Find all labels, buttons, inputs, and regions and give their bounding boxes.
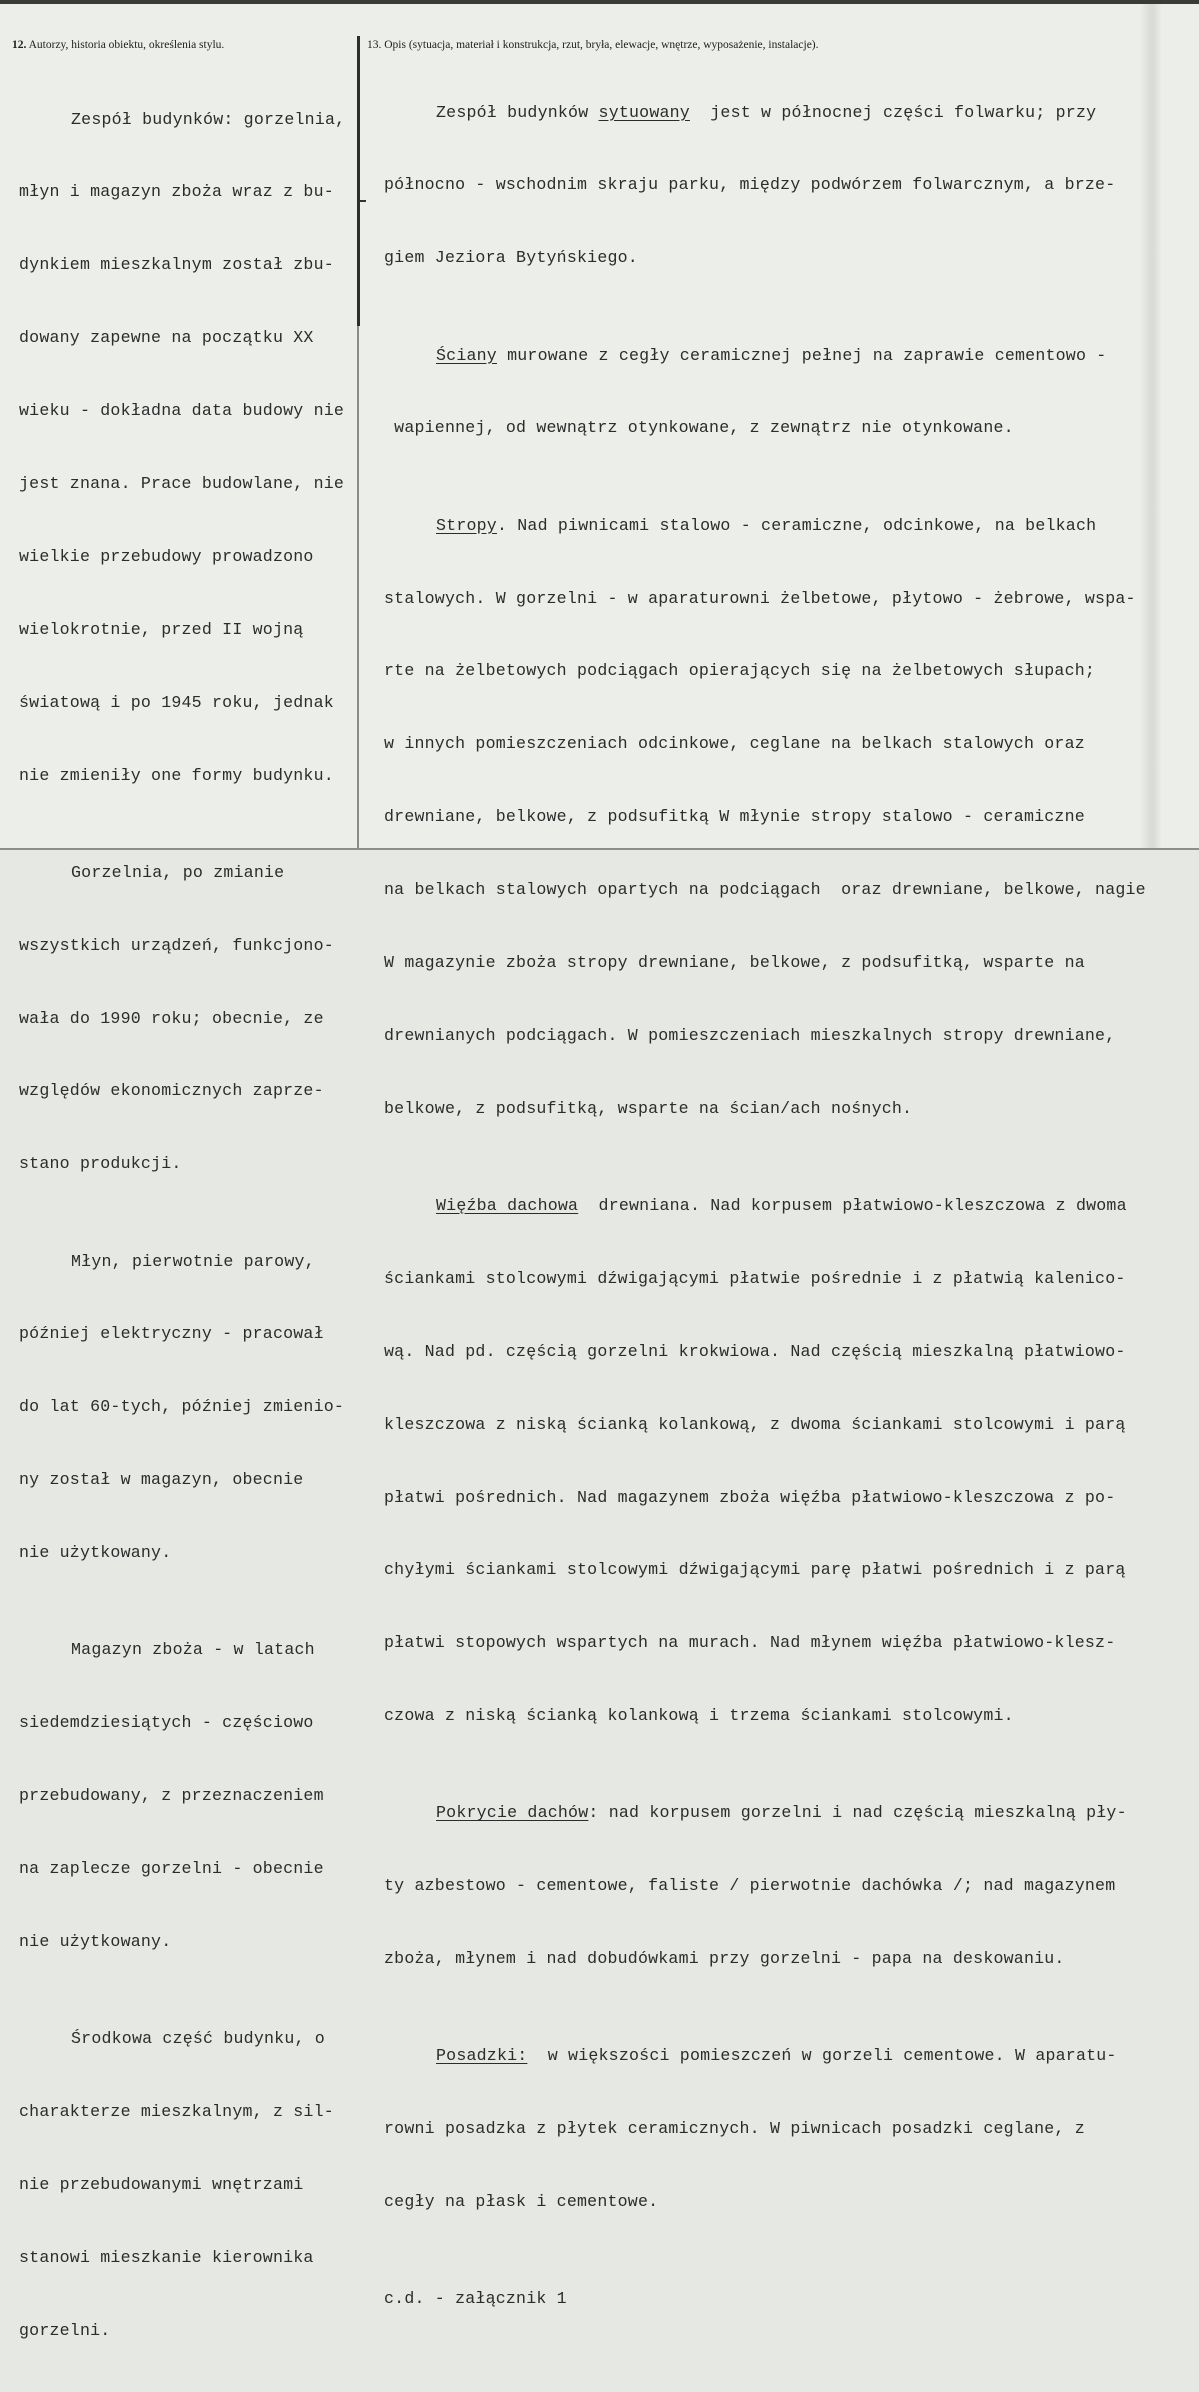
- text-line: gorzelni.: [19, 2320, 111, 2340]
- text-line: nie użytkowany.: [19, 1931, 172, 1951]
- text-line: północno - wschodnim skraju parku, między podwórzem folwarcznym, a brze-: [384, 175, 1116, 195]
- text-line: Zespół budynków sytuowany jest w północnej części folwarku; przy: [436, 102, 1097, 122]
- heading-wiezba: Więźba dachowa: [436, 1195, 579, 1215]
- text-line: stalowych. W gorzelni - w aparaturowni żelbetowe, płytowo - żebrowe, wspa-: [384, 588, 1136, 608]
- text-line: wała do 1990 roku; obecnie, ze: [19, 1008, 324, 1028]
- text-line: ściankami stolcowymi dźwigającymi płatwie pośrednie i z płatwią kalenico-: [384, 1268, 1126, 1288]
- text-line: Więźba dachowa drewniana. Nad korpusem płatwiowo-kleszczowa z dwoma: [436, 1195, 1127, 1215]
- top-border: [0, 0, 1199, 4]
- text-line: Zespół budynków: gorzelnia,: [71, 109, 346, 129]
- text-line: drewnianych podciągach. W pomieszczeniach mieszkalnych stropy drewniane,: [384, 1025, 1116, 1045]
- text-line: cegły na płask i cementowe.: [384, 2192, 659, 2212]
- text-line: na zaplecze gorzelni - obecnie: [19, 1858, 324, 1878]
- heading-pokrycie: Pokrycie dachów: [436, 1803, 589, 1823]
- text-line: charakterze mieszkalnym, z sil-: [19, 2101, 334, 2121]
- margin-tick: [360, 200, 366, 202]
- heading-posadzki: Posadzki:: [436, 2046, 528, 2066]
- description-text: [384, 52, 1146, 2360]
- continuation-note: c.d. - załącznik 1: [384, 2289, 567, 2309]
- text-line: do lat 60-tych, później zmienio-: [19, 1397, 345, 1417]
- heading-sciany: Ściany: [436, 345, 497, 365]
- text-line: płatwi pośrednich. Nad magazynem zboża więźba płatwiowo-kleszczowa z po-: [384, 1487, 1116, 1507]
- heading-stropy: Stropy: [436, 515, 497, 535]
- text-line: światową i po 1945 roku, jednak: [19, 692, 334, 712]
- section-12-number: 12.: [12, 39, 27, 51]
- text-line: nie użytkowany.: [19, 1543, 172, 1563]
- column-divider-lower: [357, 326, 359, 850]
- text-line: młyn i magazyn zboża wraz z bu-: [19, 182, 334, 202]
- text-line: nie przebudowanymi wnętrzami: [19, 2174, 304, 2194]
- text-line: w innych pomieszczeniach odcinkowe, ceglane na belkach stalowych oraz: [384, 734, 1085, 754]
- section-13-number: 13.: [367, 39, 382, 51]
- column-divider: [357, 36, 360, 326]
- text-line: Środkowa część budynku, o: [71, 2029, 325, 2049]
- text-line: W magazynie zboża stropy drewniane, belkowe, z podsufitką, wsparte na: [384, 952, 1085, 972]
- text-line: rowni posadzka z płytek ceramicznych. W piwnicach posadzki ceglane, z: [384, 2119, 1085, 2139]
- text-line: Magazyn zboża - w latach: [71, 1640, 315, 1660]
- text-line: chyłymi ściankami stolcowymi dźwigającymi parę płatwi pośrednich i z parą: [384, 1560, 1126, 1580]
- text-line: dynkiem mieszkalnym został zbu-: [19, 255, 334, 275]
- text-line: później elektryczny - pracował: [19, 1324, 324, 1344]
- text-line: wapiennej, od wewnątrz otynkowane, z zewnątrz nie otynkowane.: [384, 418, 1014, 438]
- text-line: wszystkich urządzeń, funkcjono-: [19, 935, 334, 955]
- text-line: Posadzki: w większości pomieszczeń w gorzeli cementowe. W aparatu-: [436, 2046, 1117, 2066]
- text-line: drewniane, belkowe, z podsufitką W młynie stropy stalowo - ceramiczne: [384, 807, 1085, 827]
- text-line: rte na żelbetowych podciągach opierających się na żelbetowych słupach;: [384, 661, 1096, 681]
- section-12-header: [12, 39, 224, 51]
- text-line: płatwi stopowych wspartych na murach. Nad młynem więźba płatwiowo-klesz-: [384, 1633, 1116, 1653]
- text-line: giem Jeziora Bytyńskiego.: [384, 248, 638, 268]
- text-line: jest znana. Prace budowlane, nie: [19, 474, 345, 494]
- underlined-term: sytuowany: [598, 102, 690, 122]
- text-line: wą. Nad pd. częścią gorzelni krokwiowa. Nad częścią mieszkalną płatwiowo-: [384, 1341, 1126, 1361]
- text-line: belkowe, z podsufitką, wsparte na ścian/ach nośnych.: [384, 1098, 913, 1118]
- text-line: dowany zapewne na początku XX: [19, 328, 314, 348]
- section-12-title: Autorzy, historia obiektu, określenia stylu.: [28, 39, 225, 51]
- text-line: czowa z niską ścianką kolankową i trzema ściankami stolcowymi.: [384, 1706, 1014, 1726]
- text-line: Ściany murowane z cegły ceramicznej pełnej na zaprawie cementowo -: [436, 345, 1107, 365]
- text-line: kleszczowa z niską ścianką kolankową, z dwoma ściankami stolcowymi i parą: [384, 1414, 1126, 1434]
- text-line: wieku - dokładna data budowy nie: [19, 401, 345, 421]
- text-line: Stropy. Nad piwnicami stalowo - ceramiczne, odcinkowe, na belkach: [436, 515, 1097, 535]
- text-line: wielokrotnie, przed II wojną: [19, 619, 304, 639]
- text-line: zboża, młynem i nad dobudówkami przy gorzelni - papa na deskowaniu.: [384, 1949, 1065, 1969]
- text-line: wielkie przebudowy prowadzono: [19, 546, 314, 566]
- text-line: siedemdziesiątych - częściowo: [19, 1713, 314, 1733]
- text-line: nie zmieniły one formy budynku.: [19, 765, 334, 785]
- text-line: stanowi mieszkanie kierownika: [19, 2247, 314, 2267]
- history-text: [19, 59, 345, 2392]
- text-line: Młyn, pierwotnie parowy,: [71, 1251, 315, 1271]
- text-line: stano produkcji.: [19, 1154, 182, 1174]
- section-13-header: [367, 39, 819, 51]
- section-13-title: Opis (sytuacja, materiał i konstrukcja, rzut, bryła, elewacje, wnętrze, wyposażenie, instalacje).: [384, 39, 819, 51]
- text-line: ny został w magazyn, obecnie: [19, 1470, 304, 1490]
- text-line: Pokrycie dachów: nad korpusem gorzelni i nad częścią mieszkalną pły-: [436, 1803, 1127, 1823]
- text-line: przebudowany, z przeznaczeniem: [19, 1786, 324, 1806]
- text-line: Gorzelnia, po zmianie: [71, 862, 285, 882]
- text-line: na belkach stalowych opartych na podciągach oraz drewniane, belkowe, nagie: [384, 880, 1146, 900]
- text-line: ty azbestowo - cementowe, faliste / pierwotnie dachówka /; nad magazynem: [384, 1876, 1116, 1896]
- text-line: względów ekonomicznych zaprze-: [19, 1081, 324, 1101]
